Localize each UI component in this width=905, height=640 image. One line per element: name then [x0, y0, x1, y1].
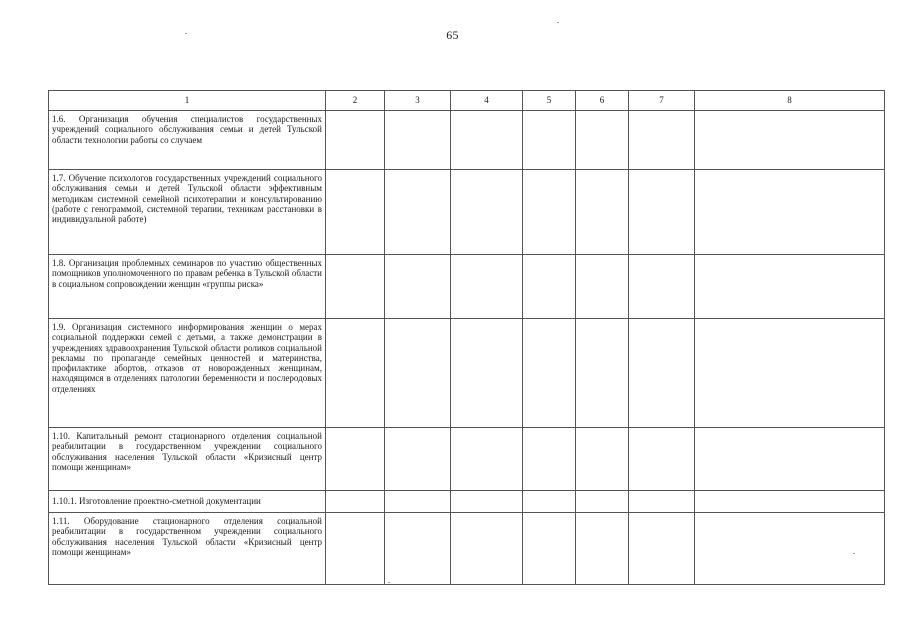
header-col-1: 1	[49, 91, 326, 111]
header-col-7: 7	[629, 91, 695, 111]
row-description: 1.10. Капитальный ремонт стационарного отделения социальной реабилитации в государственном учреждении социального обслуживания населения Тульской области «Кризисный центр помощи женщинам»	[49, 428, 326, 491]
table-cell	[629, 491, 695, 513]
scan-speck	[853, 553, 855, 554]
header-col-5: 5	[523, 91, 576, 111]
table-row	[49, 428, 885, 491]
table-row	[49, 111, 885, 170]
scan-speck	[388, 582, 390, 583]
table-row	[49, 491, 885, 513]
table-cell	[629, 319, 695, 428]
table-cell	[451, 255, 523, 319]
table-cell	[523, 170, 576, 255]
table-cell	[576, 170, 629, 255]
table-cell	[385, 319, 451, 428]
table-cell	[576, 491, 629, 513]
page-number: 65	[446, 28, 459, 42]
table-cell	[576, 319, 629, 428]
row-description: 1.9. Организация системного информирования женщин о мерах социальной поддержки семей с детьми, а также демонстрации в учреждениях здравоохранения Тульской области роликов социальной рекламы по пропаганде семейных ценностей и материнства, профилактике абортов, отказов от новорожденных женщинам, находящимся в отделениях патологии беременности и послеродовых отделениях	[49, 319, 326, 428]
table-cell	[695, 111, 885, 170]
table-cell	[451, 170, 523, 255]
header-col-2: 2	[326, 91, 385, 111]
plan-table	[48, 90, 885, 585]
table-cell	[385, 513, 451, 585]
table-cell	[385, 428, 451, 491]
header-col-8: 8	[695, 91, 885, 111]
header-col-6: 6	[576, 91, 629, 111]
table-cell	[326, 111, 385, 170]
table-cell	[576, 513, 629, 585]
table-cell	[326, 319, 385, 428]
table-cell	[385, 491, 451, 513]
row-description: 1.7. Обучение психологов государственных учреждений социального обслуживания семьи и детей Тульской области эффективным методикам системной семейной психотерапии и консультированию (работе с генограммой, системной терапии, техникам расстановки в индивидуальной работе)	[49, 170, 326, 255]
table-cell	[629, 428, 695, 491]
table-cell	[523, 319, 576, 428]
table-cell	[523, 111, 576, 170]
scan-speck	[185, 33, 187, 34]
table-cell	[326, 255, 385, 319]
table-cell	[385, 111, 451, 170]
table-cell	[451, 111, 523, 170]
table-cell	[629, 255, 695, 319]
table-row	[49, 513, 885, 585]
header-col-4: 4	[451, 91, 523, 111]
table-row	[49, 255, 885, 319]
table-cell	[326, 170, 385, 255]
table-cell	[695, 491, 885, 513]
table-cell	[451, 513, 523, 585]
table-cell	[695, 513, 885, 585]
table-row	[49, 170, 885, 255]
row-description: 1.8. Организация проблемных семинаров по участию общественных помощников уполномоченного по правам ребенка в Тульской области в социальном сопровождении женщин «группы риска»	[49, 255, 326, 319]
table-cell	[451, 491, 523, 513]
header-row	[49, 91, 885, 111]
table-cell	[523, 428, 576, 491]
table-cell	[385, 170, 451, 255]
header-col-3: 3	[385, 91, 451, 111]
table-cell	[576, 428, 629, 491]
table-cell	[326, 491, 385, 513]
table-cell	[629, 170, 695, 255]
table-cell	[695, 319, 885, 428]
table-cell	[695, 428, 885, 491]
row-description: 1.6. Организация обучения специалистов государственных учреждений социального обслуживания семьи и детей Тульской области технологии работы со случаем	[49, 111, 326, 170]
table-cell	[523, 491, 576, 513]
row-description: 1.11. Оборудование стационарного отделения социальной реабилитации в государственном учреждении социального обслуживания населения Тульской области «Кризисный центр помощи женщинам»	[49, 513, 326, 585]
table-row	[49, 319, 885, 428]
table-cell	[523, 255, 576, 319]
row-description: 1.10.1. Изготовление проектно-сметной документации	[49, 491, 326, 513]
table-cell	[326, 428, 385, 491]
table-cell	[576, 111, 629, 170]
table-cell	[629, 513, 695, 585]
table-cell	[523, 513, 576, 585]
table-cell	[695, 170, 885, 255]
table-cell	[326, 513, 385, 585]
table-cell	[695, 255, 885, 319]
table-cell	[629, 111, 695, 170]
table-cell	[385, 255, 451, 319]
table-cell	[451, 319, 523, 428]
table-cell	[451, 428, 523, 491]
table-cell	[576, 255, 629, 319]
scan-speck	[557, 22, 559, 23]
